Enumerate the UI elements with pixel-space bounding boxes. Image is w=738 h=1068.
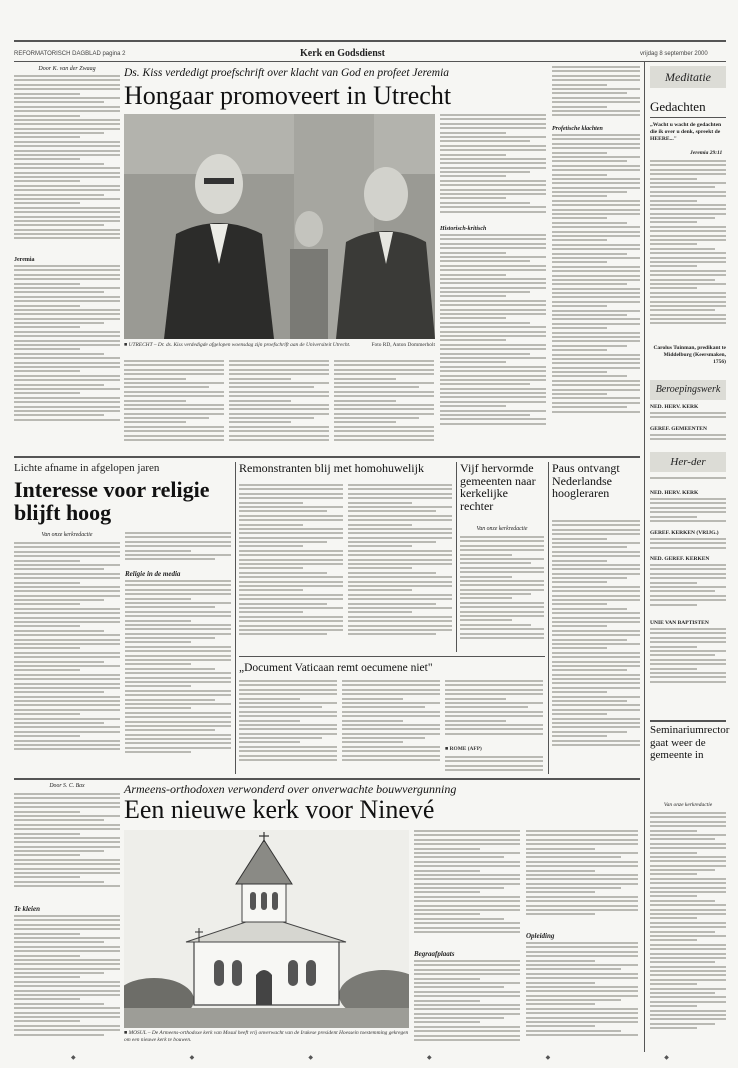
header-section: Kerk en Godsdienst (300, 48, 386, 59)
sidebar-entry-5: NED. GEREF. KERKEN (650, 556, 710, 562)
remonstranten-col-2 (348, 484, 452, 652)
sidebar-seminarium-byline: Van onze kerkredactie (663, 802, 713, 808)
crop-mark-icon: ◆ (545, 1055, 551, 1061)
ninive-kicker: Armeens-orthodoxen verwonderd over onverwachte bouwvergunning (124, 782, 457, 796)
crop-mark-icon: ◆ (71, 1055, 76, 1061)
kerkgang-col-1 (14, 542, 120, 774)
bottom-row-rule (14, 778, 640, 780)
sidebar-entry-6: UNIE VAN BAPTISTEN (650, 620, 709, 626)
vaticaan-col-1 (239, 680, 337, 774)
crop-mark-icon: ◆ (189, 1055, 195, 1061)
lead-intro-text (14, 75, 120, 255)
lead-headline: Hongaar promoveert in Utrecht (124, 81, 452, 110)
kerkgang-kicker: Lichte afname in afgelopen jaren (14, 462, 160, 474)
remonstranten-col-1 (239, 484, 343, 652)
header-left: REFORMATORISCH DAGBLAD pagina 2 (14, 51, 126, 57)
ninive-subhead-opleiding: Opleiding (526, 932, 555, 940)
ninive-subhead-kleien: Te kleien (14, 905, 40, 913)
vaticaan-col-2 (342, 680, 440, 774)
sidebar-seminarium-title: Seminariumrector gaat weer de gemeente in (650, 724, 730, 762)
crop-mark-icon: ◆ (664, 1055, 669, 1061)
ninive-col-1a (14, 793, 120, 901)
middle-row-rule (14, 456, 640, 458)
portrait-photo-image (124, 114, 435, 339)
kerkgang-col-2 (125, 580, 231, 774)
lead-byline: Door K. van der Zwaag (38, 66, 96, 72)
kerkgang-byline: Van onze kerkredactie (41, 532, 93, 538)
sidebar-quote-ref: Jeremia 29:11 (690, 150, 723, 156)
ninive-byline: Door S. C. Bax (49, 783, 85, 789)
sidebar-seminarium-text (650, 812, 726, 1052)
vaticaan-headline: „Document Vaticaan remt oecumene niet" (239, 662, 433, 674)
ninive-caption: ■ MOSUL – De Armeens-orthodoxe kerk van Mosul heeft vrij onverwacht van de Irakese president Hoessein toestemming gekregen om een nieuwe kerk te bouwen. (124, 1030, 409, 1043)
header-right: vrijdag 8 september 2000 (640, 51, 708, 57)
caption-square-icon: ■ (124, 342, 129, 348)
paus-headline: Paus ontvangt Nederlandse hoogleraren (552, 461, 620, 501)
ninive-col-3a (414, 830, 520, 948)
ninive-col-4b (526, 942, 638, 1052)
kerkgang-subhead: Religie in de media (125, 570, 181, 578)
lead-photo (124, 114, 435, 339)
church-drawing (124, 830, 409, 1028)
lead-photo-credit: Foto RD, Anton Dommerholt (371, 342, 435, 348)
rome-caption: ■ ROME (AFP) (445, 746, 482, 752)
footer-crop-marks (14, 1054, 726, 1062)
lead-subhead-profetische: Profetische klachten (552, 126, 603, 132)
lead-kicker: Ds. Kiss verdedigt proefschrift over klacht van God en profeet Jeremia (124, 67, 450, 79)
sidebar-divider (644, 62, 645, 1052)
sidebar-quote: „Wacht u wacht de gedachten die ik over u denk, spreekt de HEERE..." (650, 122, 722, 142)
ninive-subhead-begraafplaats: Begraafplaats (414, 950, 455, 958)
lead-story-column-5 (440, 114, 546, 452)
vaticaan-col-3 (445, 680, 543, 742)
crop-mark-icon: ◆ (426, 1055, 432, 1061)
kerkgang-headline: Interesse voor religie blijft hoog (14, 477, 210, 526)
ninive-col-3b (414, 960, 520, 1052)
lead-body-text-1 (14, 265, 120, 445)
sidebar-signature: Carolus Tuinman, predikant te Middelburg (Keersmaken, 1756) (653, 345, 726, 365)
ninive-col-1b (14, 915, 120, 1052)
sidebar-meditation-text (650, 160, 726, 342)
sidebar-entry-4: GEREF. KERKEN (VRIJG.) (650, 530, 719, 536)
vijf-byline: Van onze kerkredactie (476, 526, 528, 532)
sidebar-herder-title: Her-der (650, 452, 726, 472)
crop-mark-icon: ◆ (308, 1055, 313, 1061)
remonstranten-headline: Remonstranten blij met homohuwelijk (239, 461, 424, 475)
header-rule-bottom (14, 61, 726, 62)
lead-story-column-1 (14, 66, 120, 451)
caption-square-icon: ■ (445, 746, 450, 752)
ninive-col-4a (526, 830, 638, 930)
header-rule-top (14, 40, 726, 42)
sidebar-entry-3: NED. HERV. KERK (650, 490, 699, 496)
caption-square-icon: ■ (124, 1030, 129, 1036)
paus-col (552, 520, 640, 774)
sidebar-beroepingswerk-title: Beroepingswerk (650, 380, 726, 400)
sidebar-entry-2: GEREF. GEMEENTEN (650, 426, 707, 432)
lead-body-text-2 (124, 360, 224, 452)
sidebar-gedachten-title: Gedachten (650, 99, 706, 114)
ninive-headline: Een nieuwe kerk voor Ninevé (124, 795, 435, 824)
lead-body-text-3 (229, 360, 329, 452)
sidebar-meditatie-title: Meditatie (650, 66, 726, 88)
lead-subhead-historisch: Historisch-kritisch (440, 226, 487, 232)
lead-body-text-4 (334, 360, 434, 452)
church-drawing-image (124, 830, 409, 1028)
vijf-col (460, 536, 544, 652)
vijf-headline: Vijf hervormde gemeenten naar kerkelijke rechter (460, 461, 536, 513)
lead-photo-caption: ■ UTRECHT – Dr. ds. Kiss verdedigde afgelopen woensdag zijn proefschrift aan de Universiteit Utrecht. Foto RD, Anton Dommerholt (124, 342, 435, 348)
lead-story-column-6 (552, 66, 640, 452)
lead-subhead-jeremia: Jeremia (14, 257, 35, 263)
sidebar-entry-1: NED. HERV. KERK (650, 404, 699, 410)
